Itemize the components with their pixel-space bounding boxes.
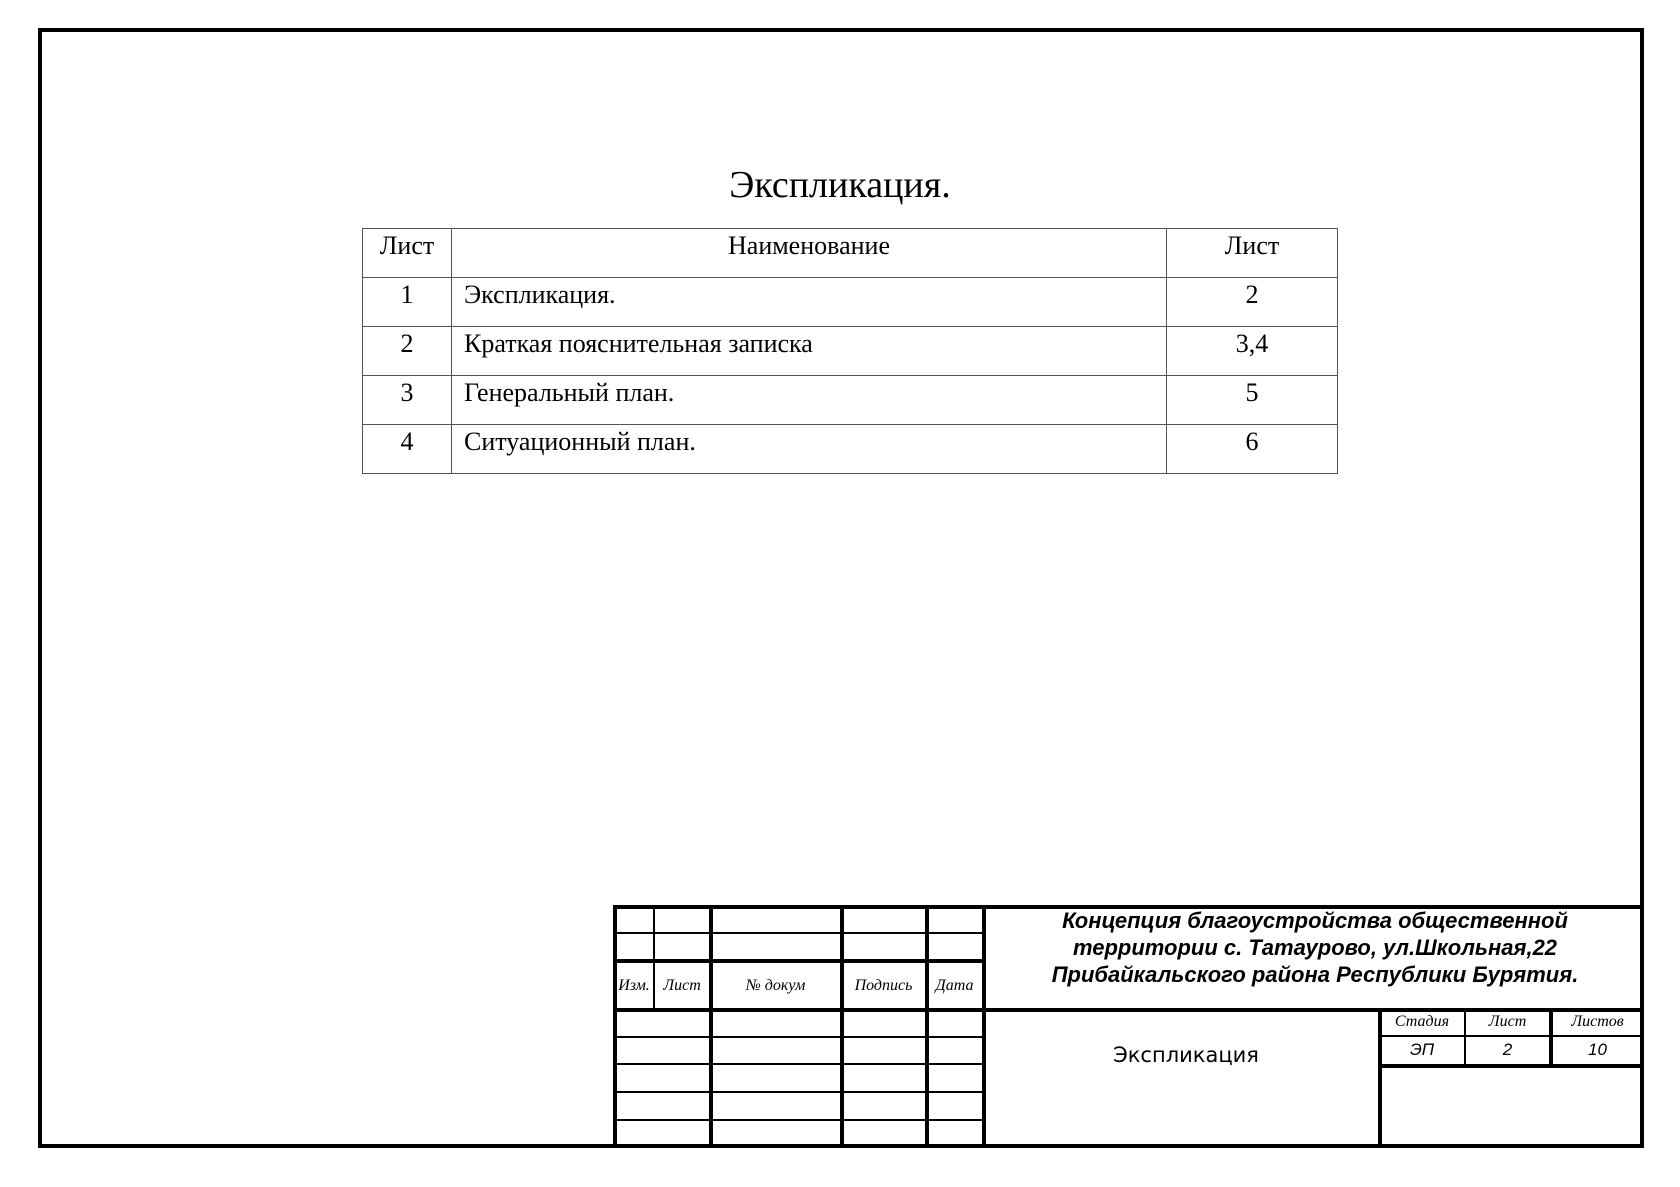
grid-line xyxy=(613,932,985,934)
project-title-line: Прибайкальского района Республики Бурятия. xyxy=(1051,962,1579,987)
grid-line xyxy=(613,959,985,963)
label-date: Дата xyxy=(935,977,974,994)
grid-line xyxy=(613,1063,985,1065)
grid-vline xyxy=(613,905,617,1148)
grid-line xyxy=(1378,1064,1644,1068)
table-row xyxy=(363,278,1338,327)
project-title xyxy=(988,907,1642,988)
grid-line xyxy=(1378,1035,1644,1037)
row-num: 1 xyxy=(363,278,452,327)
row-name: Ситуационный план. xyxy=(452,425,1167,474)
value-sheets: 10 xyxy=(1588,1040,1607,1059)
label-list: Лист xyxy=(663,977,701,994)
label-stage: Стадия xyxy=(1394,1013,1450,1030)
grid-vline xyxy=(925,905,929,1148)
label-sheets: Листов xyxy=(1571,1013,1624,1030)
document-title: Экспликация. xyxy=(729,164,951,206)
grid-line xyxy=(613,1091,985,1093)
row-num: 4 xyxy=(363,425,452,474)
row-name: Краткая пояснительная записка xyxy=(452,327,1167,376)
table-row xyxy=(363,376,1338,425)
value-sheet: 2 xyxy=(1502,1040,1513,1059)
value-stage: ЭП xyxy=(1409,1040,1435,1059)
row-name: Генеральный план. xyxy=(452,376,1167,425)
row-num: 3 xyxy=(363,376,452,425)
row-sheet: 2 xyxy=(1167,278,1338,327)
table-header-row xyxy=(363,229,1338,278)
label-sheet: Лист xyxy=(1488,1013,1527,1030)
label-signature: Подпись xyxy=(854,977,913,994)
row-name: Экспликация. xyxy=(452,278,1167,327)
explication-table xyxy=(362,228,1338,474)
grid-line xyxy=(613,1119,985,1121)
header-sheet: Лист xyxy=(1167,229,1338,278)
grid-vline xyxy=(840,905,844,1148)
row-sheet: 5 xyxy=(1167,376,1338,425)
table-row xyxy=(363,425,1338,474)
label-izm: Изм. xyxy=(618,977,650,994)
row-sheet: 6 xyxy=(1167,425,1338,474)
header-name: Наименование xyxy=(452,229,1167,278)
row-sheet: 3,4 xyxy=(1167,327,1338,376)
grid-vline xyxy=(709,905,713,1148)
sheet-name: Экспликация xyxy=(1113,1043,1259,1067)
project-title-line: Концепция благоустройства общественной xyxy=(1062,908,1568,933)
grid-line xyxy=(613,1036,985,1038)
row-num: 2 xyxy=(363,327,452,376)
header-sheet-num: Лист xyxy=(363,229,452,278)
project-title-line: территории с. Татаурово, ул.Школьная,22 xyxy=(1072,935,1558,960)
table-row xyxy=(363,327,1338,376)
label-doc-num: № докум xyxy=(745,977,806,994)
grid-vline xyxy=(982,905,986,1148)
